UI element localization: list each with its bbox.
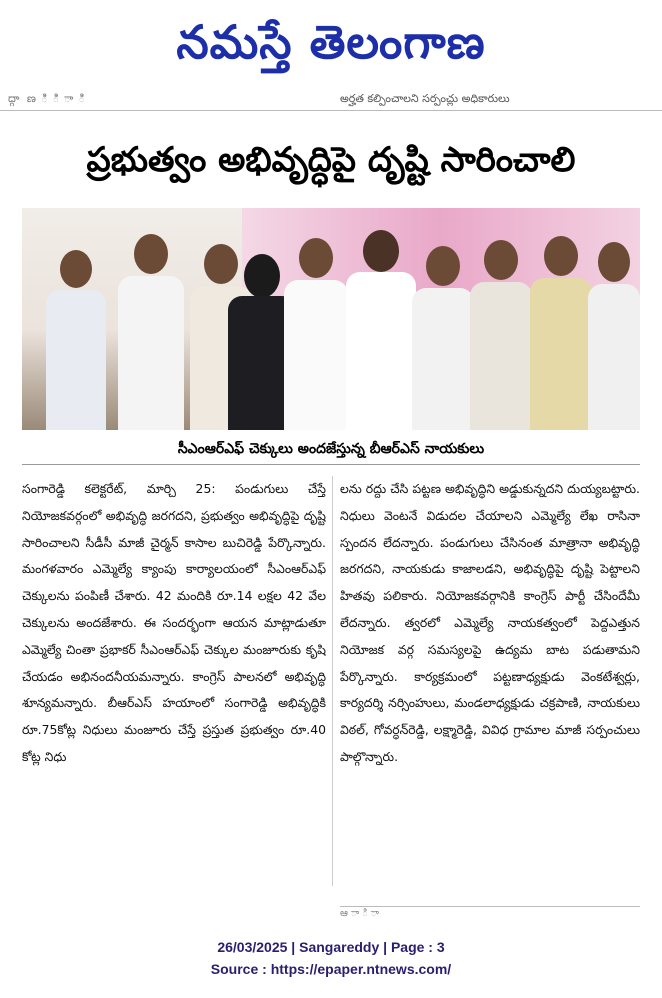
article-column-left: సంగారెడ్డి కలెక్టరేట్, మార్చి 25: పండుగులు చేస్తే నియోజకవర్గంలో అభివృద్ధి జరగదని, ప్రభుత్వం అభివృద్ధిపై దృష్టి సారించాలని సీడీసీ మాజీ చైర్మన్ కాసాల బుచిరెడ్డి పేర్కొన్నారు. మంగళవారం ఎమ్మెల్యే క్యాంపు కార్యాలయంలో సీఎంఆర్‌ఎఫ్ చెక్కులను పంపిణీ చేశారు. 42 మందికి రూ.14 లక్షల 42 వేల చెక్కులను అందజేశారు. ఈ సందర్భంగా ఆయన మాట్లాడుతూ ఎమ్మెల్యే చింతా ప్రభాకర్ సీఎంఆర్‌ఎఫ్ చెక్కుల మంజూరుకు కృషి చేయడం అభినందనీయమన్నారు. కాంగ్రెస్ పాలనలో అభివృద్ధి శూన్యమన్నారు. బీఆర్‌ఎస్ హయాంలో సంగారెడ్డి అభివృద్ధికి రూ.75కోట్ల నిధులు మంజూరు చేస్తే ప్రస్తుత ప్రభుత్వం రూ.40 కోట్ల నిధు bbox=[22, 481, 326, 764]
photo-person bbox=[46, 250, 106, 430]
cut-off-headline-strip bbox=[0, 88, 662, 111]
masthead bbox=[0, 0, 662, 84]
photo-person bbox=[588, 242, 640, 430]
photo-person bbox=[470, 240, 532, 430]
photo-person bbox=[346, 230, 416, 430]
photo-person bbox=[530, 236, 592, 430]
photo-person bbox=[118, 234, 184, 430]
cut-off-text-left: ద్గా ణ ి ి ా ి bbox=[8, 92, 87, 105]
footer-source-link[interactable]: Source : https://epaper.ntnews.com/ bbox=[210, 961, 452, 977]
cut-off-text-bottom: ఆ ా ి ా bbox=[340, 906, 640, 925]
cut-off-text-right: అర్హత కల్పించాలని సర్పంచ్లు అధికారులు bbox=[340, 92, 510, 105]
footer-date-edition: 26/03/2025 | Sangareddy | Page : 3 bbox=[217, 939, 445, 955]
photo-person bbox=[284, 238, 348, 430]
article-column-right: లను రద్దు చేసి పట్టణ అభివృద్ధిని అడ్డుకున్నదని దుయ్యబట్టారు. నిధులు వెంటనే విడుదల చేయాలని ఎమ్మెల్యే లేఖ రాసినా స్పందన లేదన్నారు. పండుగులు చేసినంత మాత్రానా అభివృద్ధి జరగదని, నాయకుడు కాజాలడని, అభివృద్ధిపై దృష్టి పెట్టాలని హితవు పలికారు. నియోజకవర్గానికి కాంగ్రెస్ పార్టీ చేసిందేమీ లేదన్నారు. త్వరలో ఎమ్మెల్యే నాయకత్వంలో పెద్దఎత్తున నియోజక వర్గ సమస్యలపై ఉద్యమ బాట పడుతామని పేర్కొన్నారు. కార్యక్రమంలో పట్టణాధ్యక్షుడు వెంకటేశ్వర్లు, కార్యదర్శి నర్సింహులు, మండలాధ్యక్షుడు చక్రపాణి, నాయకులు విఠల్, గోవర్ధన్‌రెడ్డి, లక్ష్మారెడ్డి, వివిధ గ్రామాల మాజీ సర్పంచులు పాల్గొన్నారు. bbox=[340, 481, 640, 764]
column-divider bbox=[332, 476, 333, 886]
photo-caption: సీఎంఆర్‌ఎఫ్ చెక్కులు అందజేస్తున్న బీఆర్‌ఎస్ నాయకులు bbox=[22, 436, 640, 465]
article-headline: ప్రభుత్వం అభివృద్ధిపై దృష్టి సారించాలి bbox=[86, 140, 576, 180]
newspaper-logo: నమస్తే తెలంగాణ bbox=[176, 15, 486, 69]
news-photo bbox=[22, 208, 640, 430]
photo-person bbox=[412, 246, 474, 430]
page-footer bbox=[0, 932, 662, 988]
